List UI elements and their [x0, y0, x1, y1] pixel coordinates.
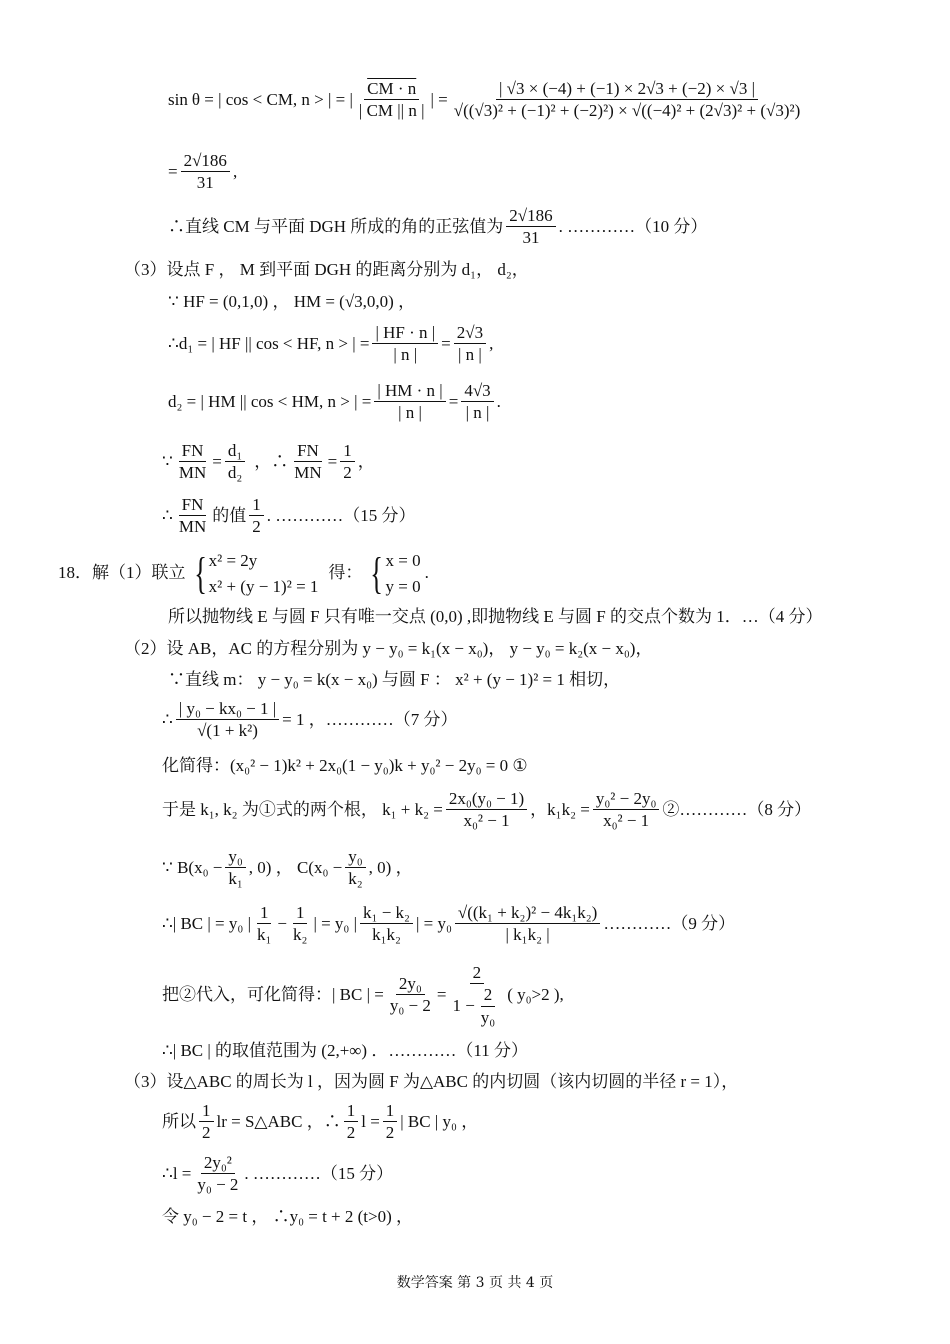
perimeter-lhs: ∴l = [162, 1163, 192, 1183]
q18-head-line [58, 548, 429, 599]
d2-text: d₂ [227, 463, 243, 483]
one-text: 1 [257, 902, 272, 924]
therefore-sign: ，∴ [254, 451, 289, 471]
eq-sign: = [327, 451, 338, 471]
q18-p1-conclusion: 所以抛物线 E 与圆 F 只有唯一交点 (0,0) ,即抛物线 E 与圆 F 的交点个数为 1．…（4 分） [168, 607, 823, 626]
k-diff-fraction [360, 902, 413, 946]
bc-score: …………（9 分） [603, 913, 736, 933]
d2-fraction [374, 380, 445, 424]
point-b-text: ∵ B(x₀ − [162, 857, 223, 877]
sub-den-2 [449, 984, 504, 1028]
mn-text: MN [178, 463, 207, 483]
big-numerator: | √3 × (−4) + (−1) × 2√3 + (−2) × √3 | [496, 78, 758, 100]
system-2-eq-a: x = 0 [385, 551, 421, 570]
fn-text: FN [179, 440, 207, 462]
sin-result-line [168, 150, 237, 194]
fn-mn-fraction-3 [176, 494, 209, 538]
sqrt-num: √((k₁ + k₂)² − 4k₁k₂) [455, 902, 600, 924]
d1-text: d₁ [225, 440, 245, 462]
big-fraction [451, 78, 804, 122]
eq-sign: = [448, 391, 459, 411]
system-1-eq-a: x² = 2y [208, 551, 258, 570]
system-1 [190, 548, 319, 599]
sub-den-1: y₀ − 2 [389, 996, 431, 1016]
fn-text: FN [179, 494, 207, 516]
d1-num: | HF · n | [372, 322, 438, 344]
minus-sign: − [277, 913, 287, 933]
perimeter-num: 2y₀² [201, 1152, 235, 1174]
y0-text: y₀ [225, 846, 245, 868]
cm-n-numerator: CM · n [364, 78, 419, 100]
distance-rhs: = 1 ，…………（7 分） [282, 709, 458, 729]
left-brace: { [193, 548, 207, 598]
mn-text: MN [178, 517, 207, 537]
system-2-eq-b: y = 0 [385, 576, 421, 596]
left-brace: { [370, 548, 384, 598]
distance-num: | y₀ − kx₀ − 1 | [176, 698, 279, 720]
de-text: 得： [328, 563, 363, 583]
d1-line [168, 322, 493, 366]
two-text: 2 [481, 984, 496, 1006]
range-line [162, 1041, 528, 1061]
q17-conclusion-line [168, 205, 707, 249]
point-c-end: , 0) ， [368, 857, 413, 877]
y0-text: y₀ [480, 1007, 496, 1027]
prod-fraction [593, 788, 660, 832]
prod-num: y₀² − 2y₀ [593, 788, 660, 810]
half-fraction-a [199, 1100, 214, 1144]
hf-hm-vectors-line [168, 292, 415, 312]
q17-conclusion-text: ∴直线 CM 与平面 DGH 所成的角的正弦值为 [168, 216, 504, 236]
sum-num: 2x₀(y₀ − 1) [446, 788, 527, 810]
area-mid: lr = S△ABC ，∴ [216, 1111, 341, 1131]
sub-fraction-1 [387, 973, 434, 1017]
perimeter-den: y₀ − 2 [197, 1175, 239, 1195]
d1-den: | n | [393, 345, 418, 365]
distance-line [162, 698, 458, 742]
substitution-t-line [162, 1207, 413, 1227]
final-half-num: 1 [249, 494, 264, 516]
bc-length-line [162, 902, 735, 946]
d1-result-den: | n | [458, 345, 482, 365]
sin-result-fraction [181, 150, 230, 194]
area-mid2: l = [361, 1111, 380, 1131]
d2-result-num: 4√3 [461, 380, 493, 402]
fn-mn-fraction-2 [291, 440, 324, 484]
range-text: ∴| BC | 的取值范围为 (2,+∞) ．…………（11 分） [162, 1041, 528, 1060]
q17-conclusion-score: . …………（10 分） [558, 216, 708, 236]
fn-mn-fraction [176, 440, 209, 484]
cm-n-denominator: | CM || n | [358, 101, 425, 121]
area-pre: 所以 [162, 1111, 196, 1131]
half-fraction [340, 440, 355, 484]
bc-mid2: | = y₀ [415, 913, 452, 933]
page-footer: 数学答案 第 3 页 共 4 页 [396, 1275, 554, 1291]
d2-num: | HM · n | [374, 380, 445, 402]
sqrt-den: | k₁k₂ | [505, 925, 550, 945]
substitute-line [162, 962, 564, 1028]
q17-part3-text: 设点 F ， M 到平面 DGH 的距离分别为 d₁， d₂， [166, 260, 529, 279]
k1-text: k₁ [228, 869, 243, 889]
q18-head: 18．解（1）联立 [58, 563, 186, 583]
sub-den-2-pre: 1 − [452, 996, 475, 1016]
point-c-text: , 0) ， C(x₀ − [248, 857, 343, 877]
d2-result-den: | n | [465, 403, 490, 423]
sub-condition: ( y₀>2 ), [507, 984, 564, 1004]
distance-den: √(1 + k²) [197, 721, 258, 741]
substitution-t-text: 令 y₀ − 2 = t ， ∴y₀ = t + 2 (t>0) ， [162, 1207, 414, 1226]
sum-den: x₀² − 1 [463, 811, 510, 831]
q18-p1-conclusion-line [168, 607, 823, 627]
distance-fraction [176, 698, 279, 742]
half-den: 2 [346, 1123, 356, 1143]
comma: , [232, 161, 238, 181]
one-text: 1 [293, 902, 308, 924]
half-fraction-c [383, 1100, 398, 1144]
q18-p3-line1 [124, 1072, 738, 1092]
k2-text: k₂ [348, 869, 363, 889]
period: . [496, 391, 501, 411]
y0-k1-fraction [225, 846, 245, 890]
one-over-k2 [290, 902, 310, 946]
final-half-den: 2 [252, 517, 261, 537]
area-line [162, 1100, 478, 1144]
sin-theta-line [168, 78, 806, 122]
comma: , [489, 333, 494, 353]
q17-conclusion-fraction [506, 205, 555, 249]
eq-sign: = [441, 333, 451, 353]
therefore-sign: ∴ [162, 505, 173, 525]
half-den: 2 [202, 1123, 211, 1143]
half-fraction-b [344, 1100, 359, 1144]
d2-lhs: d₂ = | HM || cos < HM, n > | = [168, 391, 372, 411]
ratio-line [162, 440, 375, 484]
q17-conclusion-num: 2√186 [506, 205, 555, 227]
prod-lhs: ，k₁k₂ = [530, 799, 590, 819]
q17-final-score: . …………（15 分） [266, 505, 416, 525]
bc-points-line [162, 846, 413, 890]
q18-p2-label: （2） [124, 639, 167, 658]
half-den: 2 [385, 1123, 395, 1143]
sub-num-1: 2y₀ [396, 973, 425, 995]
sin-result-num: 2√186 [181, 150, 230, 172]
one-over-k1 [254, 902, 274, 946]
period: . [424, 563, 429, 583]
perimeter-fraction [194, 1152, 241, 1196]
q17-part3-line [124, 260, 529, 280]
d1-lhs: ∴d₁ = | HF || cos < HF, n > | = [168, 333, 370, 353]
sqrt-fraction [455, 902, 600, 946]
bc-mid: | = y₀ | [313, 913, 358, 933]
big-denominator: √((√3)² + (−1)² + (−2)²) × √((−4)² + (2√3)² + (√3)²) [453, 101, 801, 121]
simplify-text: 化简得：(x₀² − 1)k² + 2x₀(1 − y₀)k + y₀² − 2y₀ = 0 ① [162, 756, 528, 775]
d1-fraction [372, 322, 438, 366]
substitute-lhs: 把②代入，可化简得：| BC | = [162, 984, 384, 1004]
bc-lhs: ∴| BC | = y₀ | [162, 913, 251, 933]
k-diff-num: k₁ − k₂ [360, 902, 413, 924]
d2-result-fraction [461, 380, 493, 424]
system-2 [366, 548, 420, 599]
q18-p3-label: （3） [124, 1072, 167, 1091]
final-half-fraction [249, 494, 264, 538]
perimeter-score: . …………（15 分） [244, 1163, 394, 1183]
half-num: 1 [344, 1100, 359, 1122]
y0-k2-fraction [345, 846, 365, 890]
eq-sign: = [436, 984, 447, 1004]
cm-n-fraction [356, 78, 428, 122]
eq-sign: = [212, 451, 222, 471]
sin-theta-eq: θ = | cos < CM, n > | = | [191, 89, 353, 109]
half-den: 2 [343, 463, 352, 483]
area-end: | BC | y₀ ， [400, 1111, 479, 1131]
d1-result-fraction [454, 322, 486, 366]
two-over-y0 [478, 984, 498, 1028]
q17-part3-label: （3） [124, 260, 167, 279]
q18-p2-line1 [124, 639, 652, 659]
comma: ， [357, 451, 375, 471]
d1-d2-fraction [225, 440, 245, 484]
fn-text: FN [294, 440, 322, 462]
half-num: 1 [383, 1100, 398, 1122]
sub-num-2: 2 [470, 962, 485, 984]
d2-line [168, 380, 501, 424]
q17-final-text: 的值 [212, 505, 247, 525]
q18-p2-text: 设 AB，AC 的方程分别为 y − y₀ = k₁(x − x₀)， y − y₀ = k₂(x − x₀)， [166, 639, 653, 658]
prod-score: ②…………（8 分） [662, 799, 812, 819]
tangent-text: ∵直线 m： y − y₀ = k(x − x₀) 与圆 F ： x² + (y − 1)² = 1 相切， [168, 670, 621, 689]
sin-result-den: 31 [196, 173, 214, 193]
d2-den: | n | [398, 403, 422, 423]
prod-den: x₀² − 1 [603, 811, 650, 831]
simplify-line [162, 756, 528, 776]
abs-eq: | = [430, 89, 448, 109]
sin-symbol: sin [168, 89, 188, 109]
roots-text: 于是 k₁, k₂ 为①式的两个根， k₁ + k₂ = [162, 799, 443, 819]
perimeter-line [162, 1152, 393, 1196]
k1-text: k₁ [256, 925, 272, 945]
k-diff-den: k₁k₂ [372, 925, 401, 945]
mn-text: MN [294, 463, 322, 483]
eq-sign: = [168, 161, 178, 181]
q17-final-line [162, 494, 415, 538]
half-num: 1 [340, 440, 355, 462]
system-1-eq-b: x² + (y − 1)² = 1 [208, 576, 319, 596]
k2-text: k₂ [293, 925, 308, 945]
y0-text: y₀ [345, 846, 365, 868]
sum-fraction [446, 788, 527, 832]
d1-result-num: 2√3 [454, 322, 486, 344]
because-sign: ∵ [162, 451, 173, 471]
hf-hm-vectors: ∵ HF = (0,1,0) ， HM = (√3,0,0) ， [168, 292, 416, 311]
q18-p3-text: 设△ABC 的周长为 l ，因为圆 F 为△ABC 的内切圆（该内切圆的半径 r = 1）， [166, 1072, 739, 1091]
q17-conclusion-den: 31 [522, 228, 540, 248]
therefore-sign: ∴ [162, 709, 173, 729]
roots-line [162, 788, 811, 832]
half-num: 1 [199, 1100, 214, 1122]
tangent-line [168, 670, 620, 690]
sub-fraction-2 [449, 962, 504, 1028]
